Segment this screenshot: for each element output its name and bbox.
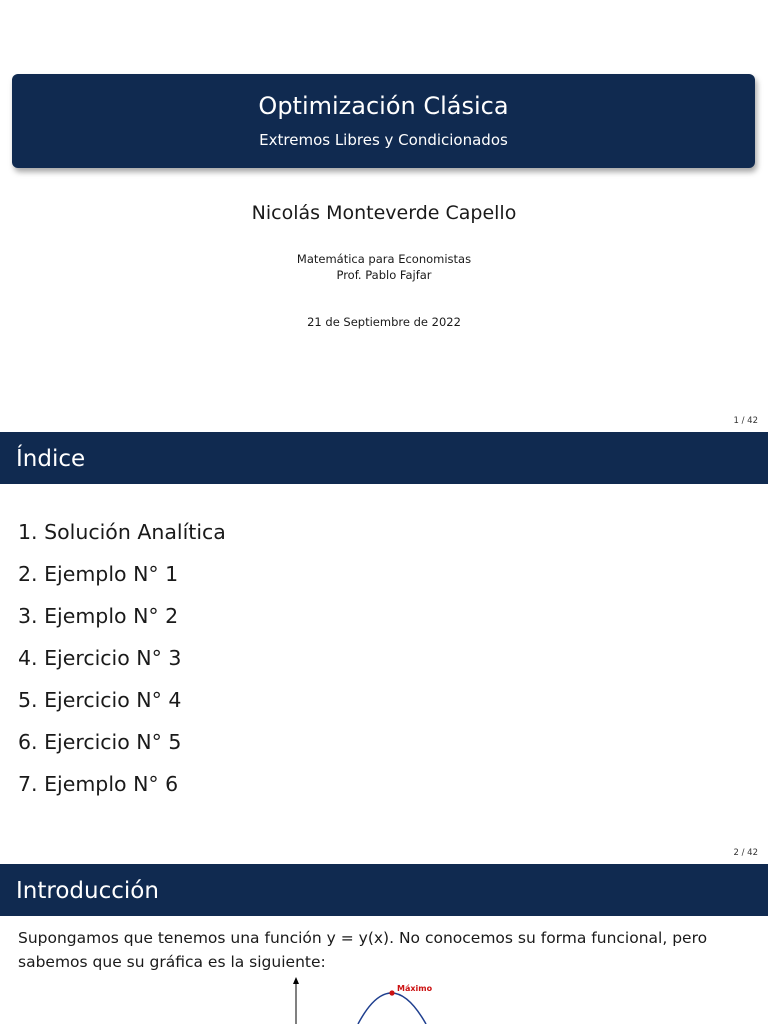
maximum-label: Máximo <box>397 984 433 993</box>
author-name: Nicolás Monteverde Capello <box>251 202 517 224</box>
toc-item[interactable]: 4. Ejercicio N° 3 <box>18 646 182 670</box>
course-name: Matemática para Economistas <box>296 252 472 266</box>
toc-item[interactable]: 2. Ejemplo N° 1 <box>18 562 179 586</box>
intro-line-2: sabemos que su gráfica es la siguiente: <box>18 953 326 971</box>
frame-header-index <box>0 432 768 484</box>
table-of-contents <box>18 512 226 806</box>
function-graph <box>280 975 480 1024</box>
title-block <box>12 74 755 168</box>
presentation-subtitle: Extremos Libres y Condicionados <box>259 131 508 149</box>
frame-header-intro <box>0 864 768 916</box>
toc-item[interactable]: 5. Ejercicio N° 4 <box>18 688 182 712</box>
frame-title-index: Índice <box>16 446 86 472</box>
toc-item[interactable]: 6. Ejercicio N° 5 <box>18 730 182 754</box>
intro-line-1: Supongamos que tenemos una función y = y(x). No conocemos su forma funcional, pero <box>18 929 708 947</box>
professor-name: Prof. Pablo Fajfar <box>336 268 432 282</box>
toc-item[interactable]: 7. Ejemplo N° 6 <box>18 772 179 796</box>
toc-item[interactable]: 3. Ejemplo N° 2 <box>18 604 179 628</box>
presentation-title: Optimización Clásica <box>258 92 509 120</box>
presentation-date: 21 de Septiembre de 2022 <box>307 315 461 329</box>
maximum-point <box>389 990 394 995</box>
page-number-1: 1 / 42 <box>733 416 758 426</box>
intro-paragraph <box>18 926 748 974</box>
page-number-2: 2 / 42 <box>733 848 758 858</box>
y-axis-arrow-icon <box>293 977 299 984</box>
frame-title-intro: Introducción <box>16 878 159 904</box>
toc-item[interactable]: 1. Solución Analítica <box>18 520 226 544</box>
institute-block <box>0 251 768 283</box>
function-curve <box>358 993 426 1024</box>
